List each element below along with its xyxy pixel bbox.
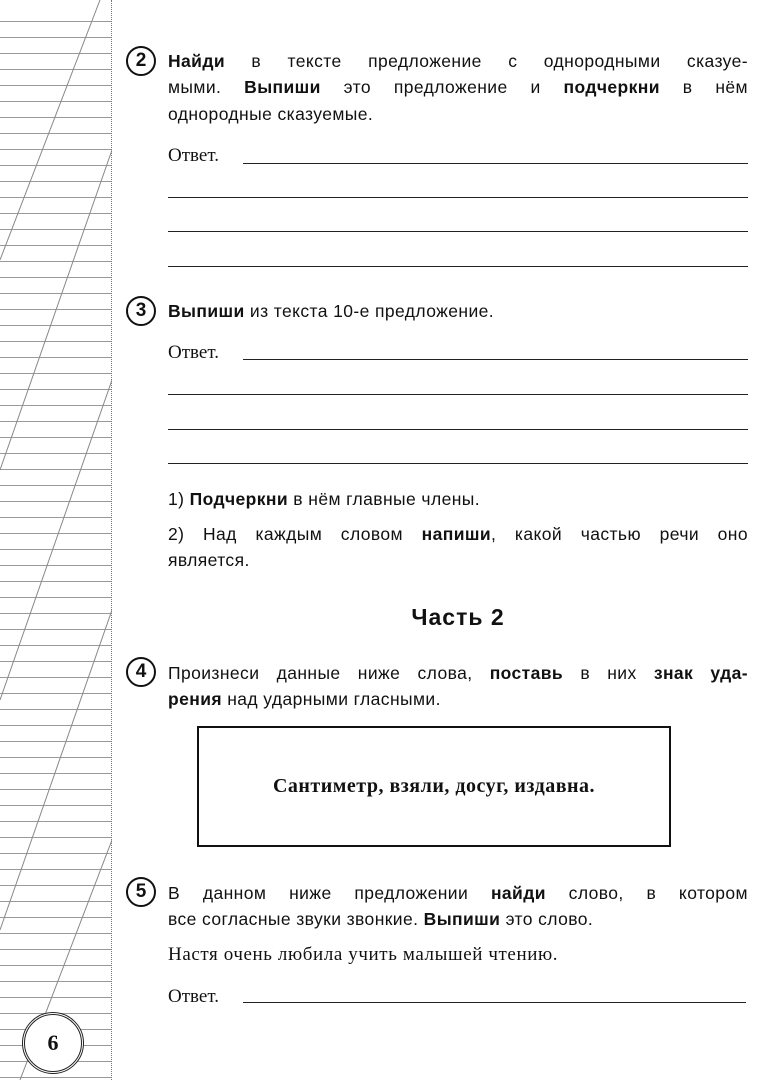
- task-3-answer-line-1[interactable]: [243, 359, 748, 360]
- task-5-answer-line[interactable]: [243, 1002, 746, 1003]
- task-2-line-3: однородные сказуемые.: [168, 104, 374, 124]
- task-4-line-2: рения над ударными гласными.: [168, 689, 441, 709]
- task-3-answer-label: Ответ.: [168, 342, 219, 363]
- task-5-line-1: В данном ниже предложении найди слово, в котором: [168, 883, 748, 903]
- task-2-answer-label: Ответ.: [168, 145, 219, 166]
- task-3-subtask-2-line-1: 2) Над каждым словом напиши, какой частью речи оно: [168, 524, 748, 544]
- task-2-answer-line-1[interactable]: [243, 163, 748, 164]
- task-3-instruction: Выпиши из текста 10-е предложение.: [168, 301, 495, 321]
- margin-diagonal-lines: [0, 0, 112, 1080]
- task-4-number-badge: 4: [126, 657, 156, 687]
- task-2-answer-line-2[interactable]: [168, 197, 748, 198]
- task-2-answer-line-4[interactable]: [168, 266, 748, 267]
- task-3-answer-line-2[interactable]: [168, 394, 748, 395]
- task-2-line-1: Найди в тексте предложение с однородными сказуе-: [168, 51, 748, 71]
- task-4-words: Сантиметр, взяли, досуг, издавна.: [272, 775, 596, 797]
- part-2-heading: Часть 2: [411, 604, 505, 630]
- page-number: 6: [22, 1012, 84, 1074]
- task-3-answer-line-3[interactable]: [168, 429, 748, 430]
- task-5-line-2: все согласные звуки звонкие. Выпиши это слово.: [168, 909, 594, 929]
- task-2-line-2: мыми. Выпиши это предложение и подчеркни в нём: [168, 77, 748, 97]
- task-5-number-badge: 5: [126, 877, 156, 907]
- task-3-number-badge: 3: [126, 296, 156, 326]
- task-3-subtask-1: 1) Подчеркни в нём главные члены.: [168, 489, 481, 509]
- margin-border: [111, 0, 112, 1080]
- task-5-answer-label: Ответ.: [168, 986, 219, 1007]
- task-2-number-badge: 2: [126, 46, 156, 76]
- task-3-subtask-2-line-2: является.: [168, 550, 250, 570]
- task-4-words-box: [197, 726, 671, 847]
- task-4-line-1: Произнеси данные ниже слова, поставь в них знак уда-: [168, 663, 748, 683]
- task-5-sentence: Настя очень любила учить малышей чтению.: [168, 944, 559, 965]
- task-2-answer-line-3[interactable]: [168, 231, 748, 232]
- task-3-answer-line-4[interactable]: [168, 463, 748, 464]
